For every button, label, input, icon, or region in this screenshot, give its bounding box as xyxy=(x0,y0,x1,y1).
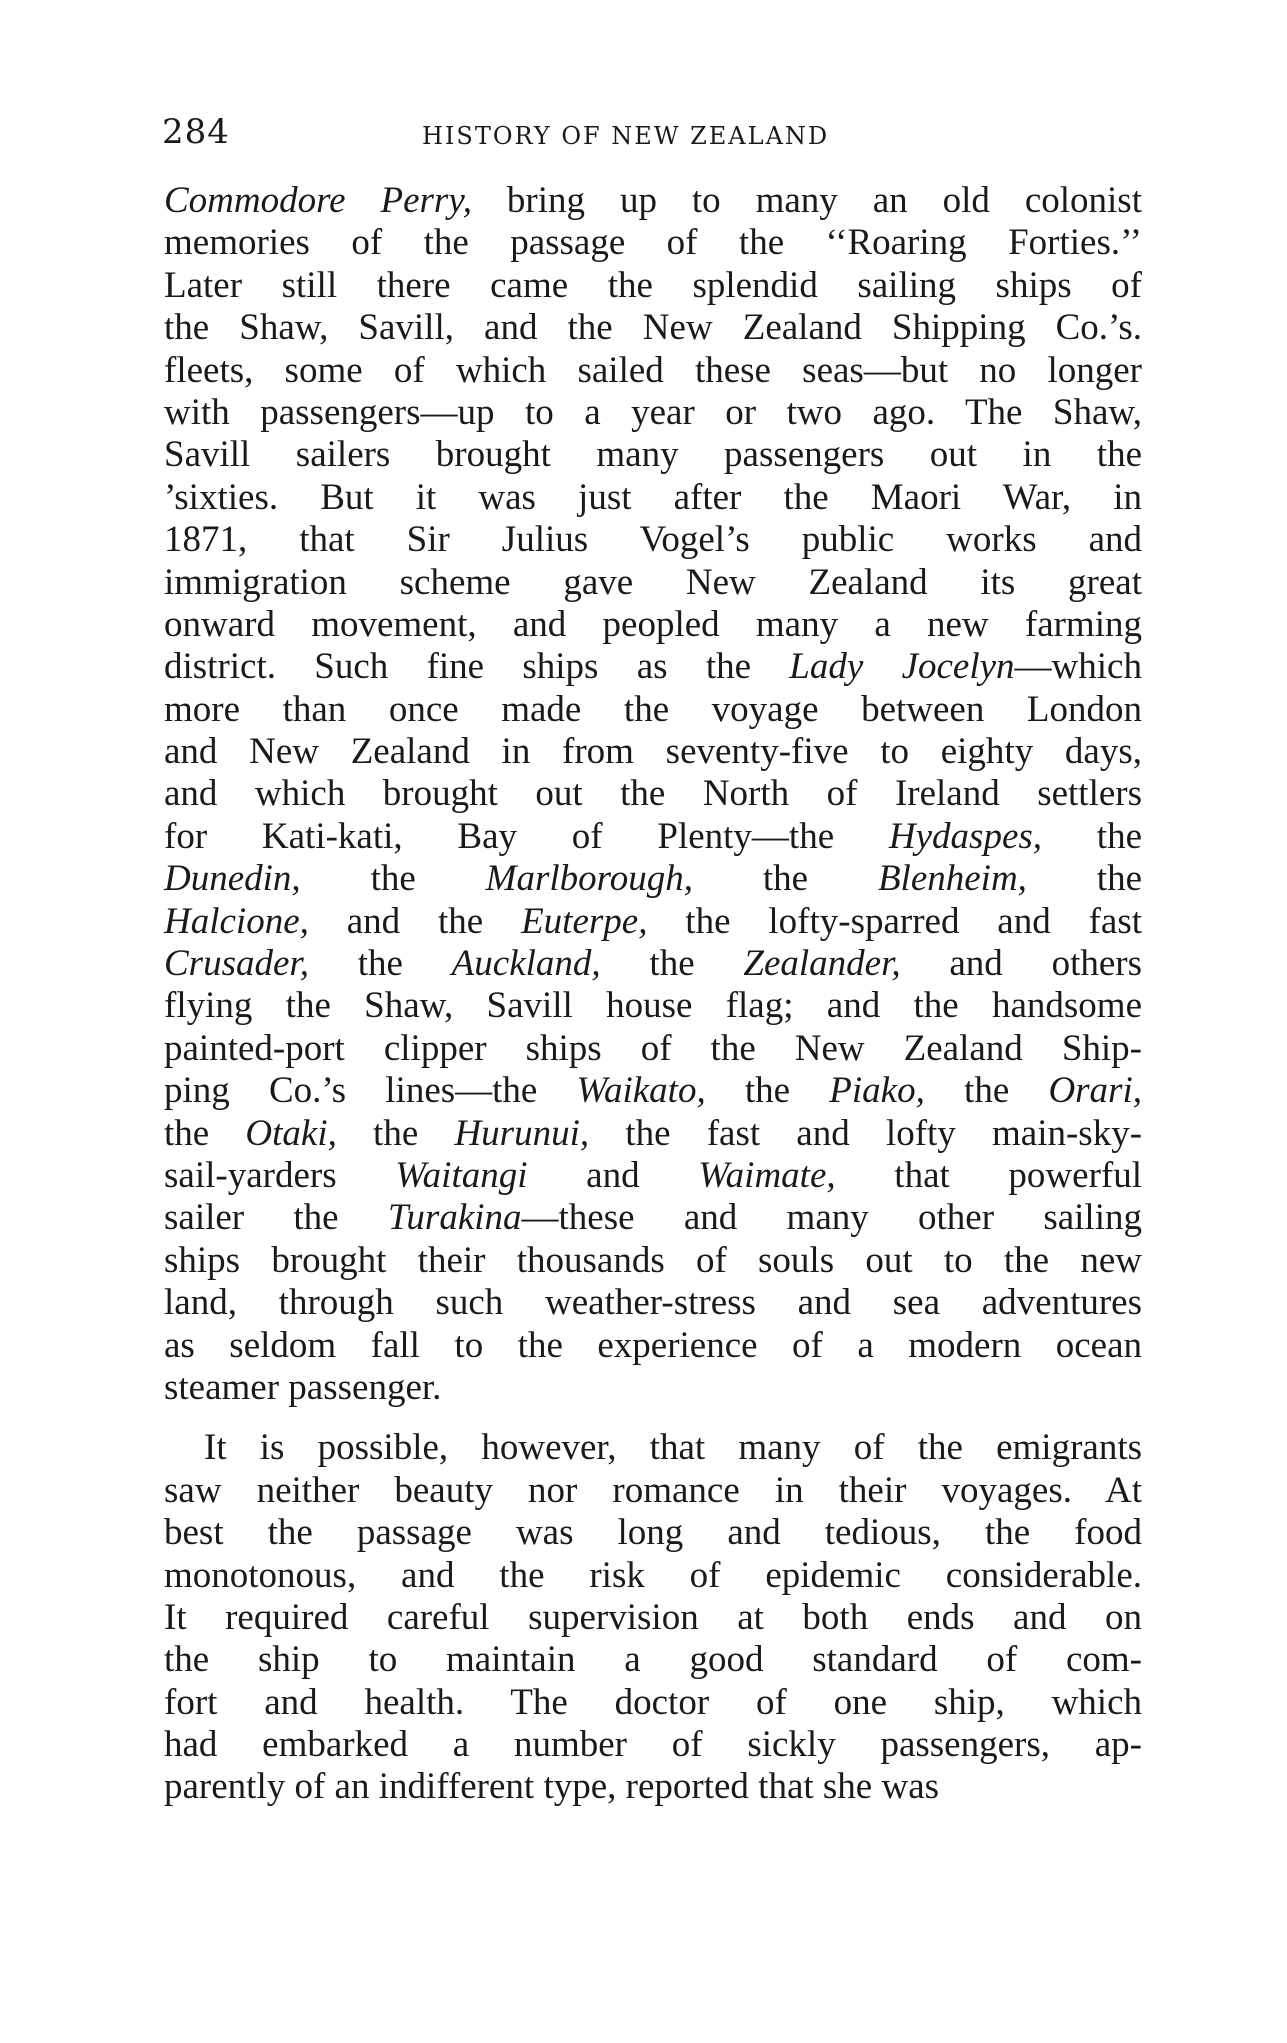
text-run: more than once made the voyage between London xyxy=(164,688,1142,730)
paragraph-gap xyxy=(164,1409,1142,1427)
text-run: monotonous, and the risk of epidemic considerable. xyxy=(164,1554,1142,1596)
text-run: saw neither beauty nor romance in their voyages. At xyxy=(164,1469,1142,1511)
text-run: fleets, some of which sailed these seas—but no longer xyxy=(164,349,1142,391)
text-line xyxy=(164,180,1142,222)
ship-name: Zealander, xyxy=(743,943,901,985)
text-run: the xyxy=(164,1112,246,1154)
text-run: parently of an indifferent type, reported that she was xyxy=(164,1766,940,1808)
text-line xyxy=(164,1282,1142,1324)
text-line xyxy=(164,1682,1142,1724)
text-line xyxy=(164,689,1142,731)
text-run: flying the Shaw, Savill house flag; and the handsome xyxy=(164,985,1142,1027)
text-run: sail-yarders xyxy=(164,1154,396,1196)
text-line xyxy=(164,1427,1142,1469)
text-run: and New Zealand in from seventy-five to eighty days, xyxy=(164,731,1142,773)
text-run: ping Co.’s lines—the xyxy=(164,1070,577,1112)
text-run: the xyxy=(1042,815,1142,857)
text-run: and others xyxy=(900,943,1142,985)
text-run: memories of the passage of the ‘‘Roaring Forties.’’ xyxy=(164,222,1142,264)
ship-name: Waikato, xyxy=(576,1070,706,1112)
text-run: as seldom fall to the experience of a modern ocean xyxy=(164,1324,1142,1366)
page-number: 284 xyxy=(162,112,230,152)
ship-name: Waitangi xyxy=(395,1154,528,1196)
text-line xyxy=(164,1028,1142,1070)
text-run: fort and health. The doctor of one ship, which xyxy=(164,1681,1142,1723)
text-line xyxy=(164,1197,1142,1239)
ship-name: Marlborough, xyxy=(485,858,693,900)
text-line xyxy=(164,392,1142,434)
text-line xyxy=(164,731,1142,773)
text-line xyxy=(164,604,1142,646)
text-run: painted-port clipper ships of the New Zealand Ship- xyxy=(164,1027,1142,1069)
ship-name: Euterpe, xyxy=(521,900,648,942)
text-line xyxy=(164,1766,1142,1808)
page-header xyxy=(162,112,1142,162)
text-run: the xyxy=(692,858,878,900)
text-run: the ship to maintain a good standard of com- xyxy=(164,1639,1142,1681)
ship-name: Hurunui, xyxy=(454,1112,590,1154)
text-run: district. Such fine ships as the xyxy=(164,646,790,688)
text-run: immigration scheme gave New Zealand its great xyxy=(164,561,1142,603)
text-line xyxy=(164,562,1142,604)
text-line xyxy=(164,519,1142,561)
text-run: that powerful xyxy=(835,1154,1142,1196)
text-line xyxy=(164,307,1142,349)
text-run: onward movement, and peopled many a new farming xyxy=(164,603,1142,645)
text-run: the Shaw, Savill, and the New Zealand Shipping Co.’s. xyxy=(164,307,1142,349)
text-run: the xyxy=(1026,858,1143,900)
text-line xyxy=(164,816,1142,858)
ship-name: Waimate, xyxy=(698,1154,836,1196)
running-title: HISTORY OF NEW ZEALAND xyxy=(422,122,830,150)
text-run: Later still there came the splendid sailing ships of xyxy=(164,264,1142,306)
text-line xyxy=(164,265,1142,307)
text-run: bring up to many an old colonist xyxy=(471,180,1142,221)
text-line xyxy=(164,1113,1142,1155)
text-line xyxy=(164,477,1142,519)
text-run: 1871, that Sir Julius Vogel’s public works and xyxy=(164,519,1142,561)
text-line xyxy=(164,434,1142,476)
text-line xyxy=(164,1512,1142,1554)
text-line xyxy=(164,1155,1142,1197)
text-line xyxy=(164,1470,1142,1512)
text-line xyxy=(164,1555,1142,1597)
text-line xyxy=(164,943,1142,985)
text-run: and the xyxy=(308,900,522,942)
text-run: sailer the xyxy=(164,1197,388,1239)
text-line xyxy=(164,1367,1142,1409)
ship-name: Hydaspes, xyxy=(888,815,1043,857)
text-run: land, through such weather-stress and sea adventures xyxy=(164,1282,1142,1324)
ship-name: Blenheim, xyxy=(877,858,1027,900)
ship-name: Crusader, xyxy=(164,943,309,985)
ship-name: Auckland, xyxy=(451,943,601,985)
text-line xyxy=(164,222,1142,264)
text-line xyxy=(164,1724,1142,1766)
text-run: It is possible, however, that many of the emigrants xyxy=(204,1427,1142,1469)
ship-name: Orari, xyxy=(1048,1070,1142,1112)
text-run: and which brought out the North of Ireland settlers xyxy=(164,773,1142,815)
text-run: the xyxy=(924,1070,1049,1112)
text-run: —these and many other sailing xyxy=(521,1197,1142,1239)
ship-name: Piako, xyxy=(829,1070,925,1112)
text-line xyxy=(164,1240,1142,1282)
text-line xyxy=(164,646,1142,688)
ship-name: Commodore Perry, xyxy=(164,180,472,221)
text-run: —which xyxy=(1014,646,1142,688)
text-run: for Kati-kati, Bay of Plenty—the xyxy=(164,815,889,857)
ship-name: Halcione, xyxy=(164,900,309,942)
text-line xyxy=(164,350,1142,392)
text-run: the xyxy=(336,1112,455,1154)
text-line xyxy=(164,1639,1142,1681)
text-run: best the passage was long and tedious, the food xyxy=(164,1512,1142,1554)
text-run: ’sixties. But it was just after the Maori War, in xyxy=(164,476,1142,518)
text-run: the fast and lofty main-sky- xyxy=(589,1112,1143,1154)
text-run: Savill sailers brought many passengers out in the xyxy=(164,434,1142,476)
paragraph-2 xyxy=(164,1427,1142,1809)
text-run: had embarked a number of sickly passengers, ap- xyxy=(164,1724,1142,1766)
text-run: steamer passenger. xyxy=(164,1366,442,1408)
ship-name: Otaki, xyxy=(245,1112,337,1154)
ship-name: Lady Jocelyn xyxy=(789,646,1015,688)
text-line xyxy=(164,773,1142,815)
body-text xyxy=(164,180,1142,1809)
text-line xyxy=(164,858,1142,900)
text-line xyxy=(164,901,1142,943)
text-run: with passengers—up to a year or two ago. The Shaw, xyxy=(164,391,1142,433)
paragraph-1 xyxy=(164,180,1142,1409)
text-line xyxy=(164,1597,1142,1639)
text-run: the xyxy=(300,858,486,900)
text-run: the xyxy=(600,943,744,985)
text-run: and xyxy=(527,1154,699,1196)
ship-name: Turakina xyxy=(387,1197,522,1239)
text-line xyxy=(164,1070,1142,1112)
text-run: the lofty-sparred and fast xyxy=(647,900,1143,942)
text-line xyxy=(164,1325,1142,1367)
text-line xyxy=(164,985,1142,1027)
text-run: the xyxy=(705,1070,830,1112)
text-run: ships brought their thousands of souls out to the new xyxy=(164,1239,1142,1281)
text-run: the xyxy=(308,943,452,985)
text-run: It required careful supervision at both ends and on xyxy=(164,1596,1142,1638)
ship-name: Dunedin, xyxy=(164,858,301,900)
